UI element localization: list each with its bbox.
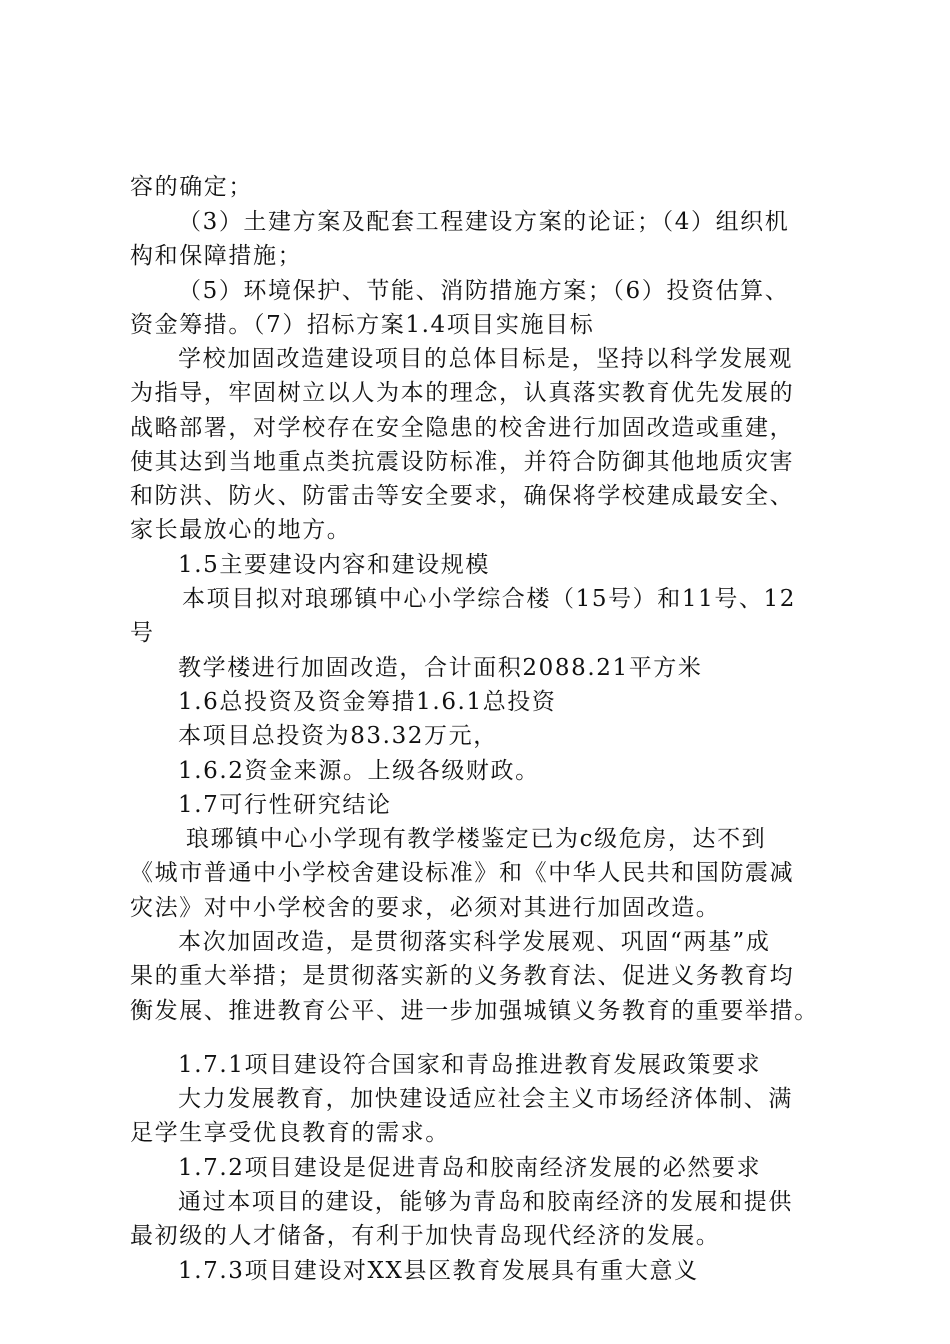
text-line: 琅琊镇中心小学现有教学楼鉴定已为c级危房，达不到 (186, 826, 767, 852)
text-line: 《城市普通中小学校舍建设标准》和《中华人民共和国防震减 (130, 860, 795, 886)
text-line: 为指导，牢固树立以人为本的理念，认真落实教育优先发展的 (130, 380, 795, 406)
text-line: 通过本项目的建设，能够为青岛和胶南经济的发展和提供 (178, 1189, 793, 1215)
text-line: 教学楼进行加固改造，合计面积2088.21平方米 (178, 655, 703, 681)
text-line: 1.6.2资金来源。上级各级财政。 (178, 758, 540, 784)
text-line: 大力发展教育，加快建设适应社会主义市场经济体制、满 (178, 1086, 793, 1112)
text-line: 本项目总投资为83.32万元， (178, 723, 498, 749)
text-line: 本项目拟对琅琊镇中心小学综合楼（15号）和11号、12 (182, 586, 796, 612)
text-line: 本次加固改造，是贯彻落实科学发展观、巩固“两基”成 (178, 929, 771, 955)
section-heading: 1.7.2项目建设是促进青岛和胶南经济发展的必然要求 (178, 1155, 762, 1181)
text-line: 足学生享受优良教育的需求。 (130, 1120, 450, 1146)
section-heading: 1.6总投资及资金筹措1.6.1总投资 (178, 689, 557, 715)
text-line: （5）环境保护、节能、消防措施方案；（6）投资估算、 (178, 278, 790, 304)
text-line: 果的重大举措；是贯彻落实新的义务教育法、促进义务教育均 (130, 963, 795, 989)
text-line: 构和保障措施； (130, 243, 303, 269)
text-line: 战略部署，对学校存在安全隐患的校舍进行加固改造或重建， (130, 415, 795, 441)
section-heading: 1.7.1项目建设符合国家和青岛推进教育发展政策要求 (178, 1052, 762, 1078)
text-line: 号 (130, 620, 155, 646)
text-line: 和防洪、防火、防雷击等安全要求，确保将学校建成最安全、 (130, 483, 795, 509)
text-line: 资金筹措。（7）招标方案1.4项目实施目标 (130, 312, 595, 338)
text-line: 容的确定； (130, 174, 253, 200)
section-heading: 1.7可行性研究结论 (178, 792, 392, 818)
text-line: 使其达到当地重点类抗震设防标准，并符合防御其他地质灾害 (130, 449, 795, 475)
text-line: （3）土建方案及配套工程建设方案的论证；（4）组织机 (178, 209, 790, 235)
section-heading: 1.5主要建设内容和建设规模 (178, 552, 490, 578)
text-line: 衡发展、推进教育公平、进一步加强城镇义务教育的重要举措。 (130, 998, 819, 1024)
text-line: 最初级的人才储备，有利于加快青岛现代经济的发展。 (130, 1223, 721, 1249)
text-line: 家长最放心的地方。 (130, 517, 352, 543)
text-line: 学校加固改造建设项目的总体目标是，坚持以科学发展观 (178, 346, 793, 372)
section-heading: 1.7.3项目建设对XX县区教育发展具有重大意义 (178, 1258, 699, 1284)
text-line: 灾法》对中小学校舍的要求，必须对其进行加固改造。 (130, 895, 721, 921)
